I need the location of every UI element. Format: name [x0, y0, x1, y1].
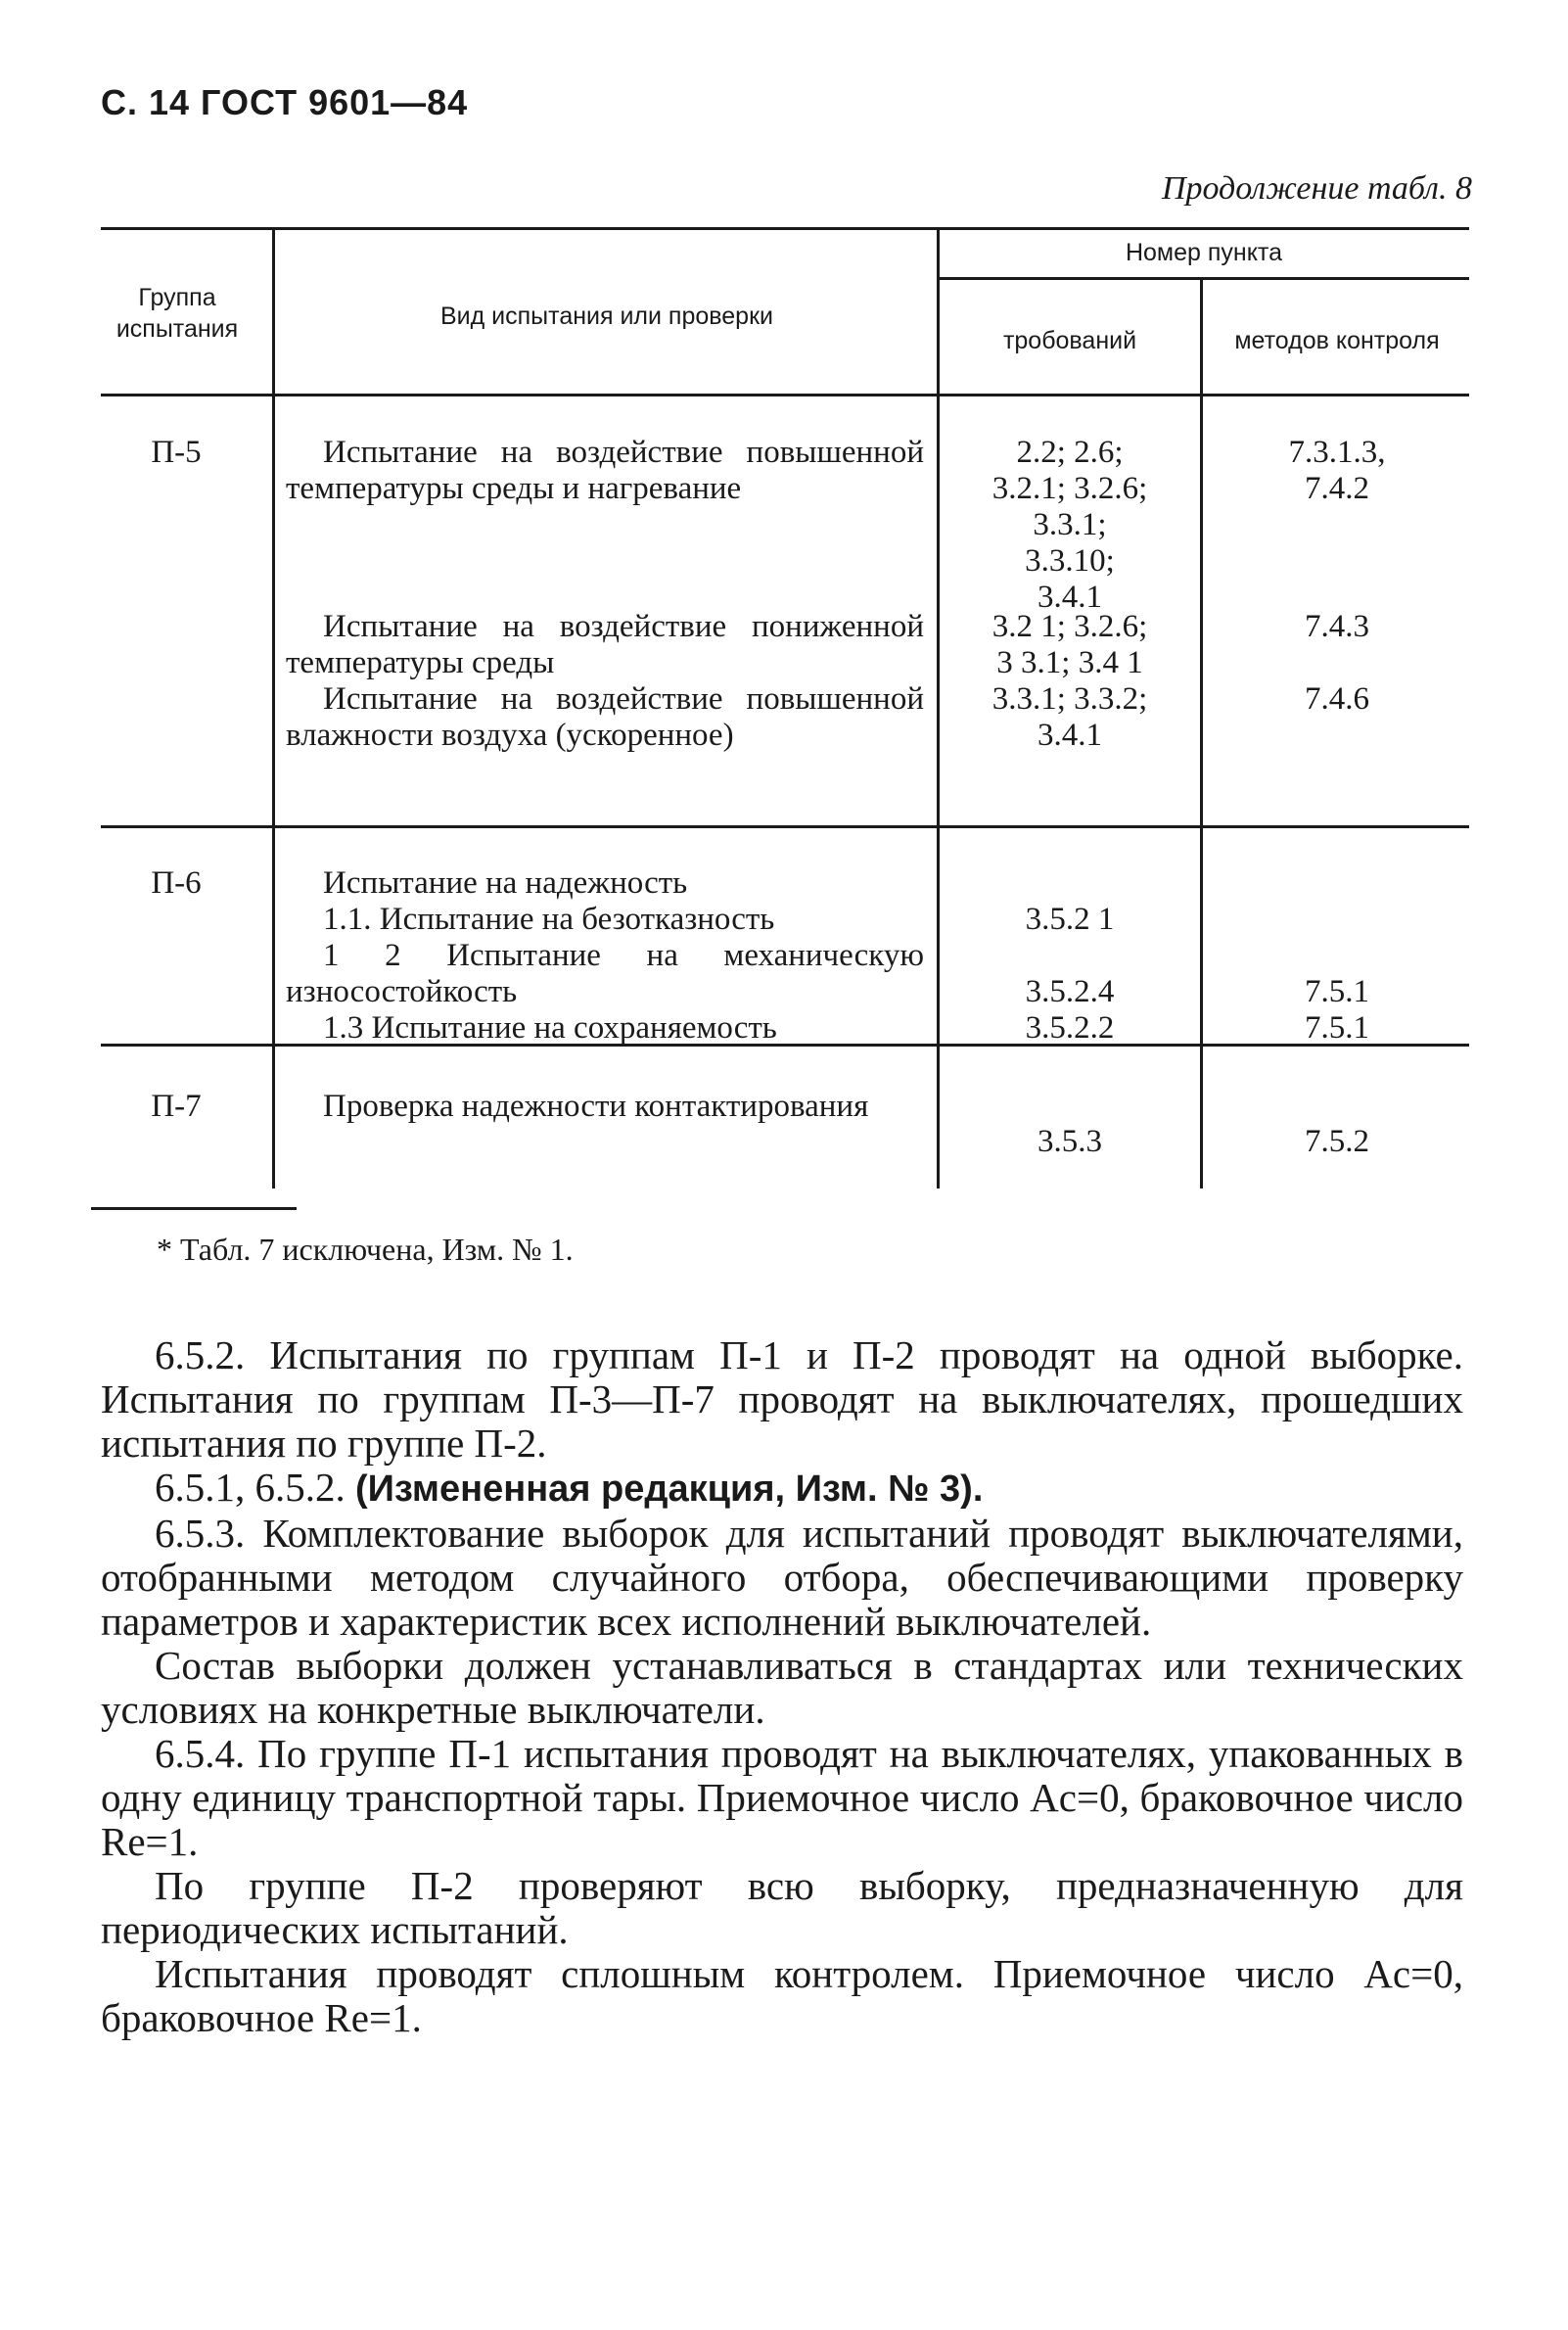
row-p6-item3-desc: 1.3 Испытание на сохраняемость [323, 1010, 777, 1046]
row-p7-item1-meth: 7.5.2 [1305, 1124, 1369, 1159]
desc-text: 1 2 Испытание на механическую износостойкость [286, 938, 924, 1009]
row-p6-item2-req: 3.5.2.4 [1025, 974, 1115, 1009]
row-p5-item2-desc [286, 609, 924, 681]
row-p6-item2-meth: 7.5.1 [1305, 974, 1369, 1009]
desc-text: Проверка надежности контактирования [323, 1089, 869, 1124]
group-p7: П-7 [151, 1089, 202, 1124]
row-p6-item3-meth: 7.5.1 [1305, 1010, 1369, 1046]
row-p5-item1-desc [286, 435, 924, 507]
row-p5-item2-meth: 7.4.3 [1305, 609, 1369, 644]
table-col-divider-1 [272, 227, 275, 1188]
table-top-rule [101, 227, 1469, 230]
row-p6-title: Испытание на надежность [323, 865, 688, 901]
row-p6-item3-req: 3.5.2.2 [1025, 1010, 1115, 1046]
table-col-divider-3 [1200, 277, 1203, 1188]
header-requirements: тробований [1002, 327, 1137, 354]
header-sub-rule [937, 277, 1469, 280]
amendment-prefix: 6.5.1, 6.5.2. [155, 1465, 346, 1510]
footnote: * Табл. 7 исключена, Изм. № 1. [157, 1232, 574, 1267]
row-p5-item3-desc [286, 681, 924, 754]
row-p6-item1-req: 3.5.2 1 [1025, 902, 1115, 937]
row-p5-item3-req: 3.3.1; 3.3.2; 3.4.1 [992, 681, 1148, 753]
desc-text: Испытание на воздействие повышенной влажности воздуха (ускоренное) [286, 681, 924, 753]
row-rule-p5 [101, 825, 1469, 828]
page-header: С. 14 ГОСТ 9601—84 [101, 82, 469, 122]
row-p6-item2-desc [286, 938, 924, 1010]
row-p7-item1-desc [286, 1089, 924, 1125]
paragraph-group-p2: По группе П-2 проверяют всю выборку, предназначенную для периодических испытаний. [101, 1863, 1463, 1952]
desc-text: Испытание на воздействие пониженной температуры среды [286, 609, 924, 680]
table-caption: Продолжение табл. 8 [1161, 170, 1472, 207]
paragraph-6-5-4: 6.5.4. По группе П-1 испытания проводят на выключателях, упакованных в одну единицу транспортной тары. Приемочное число Ac=0, браковочное число Re=1. [101, 1731, 1463, 1864]
row-p5-item2-req: 3.2 1; 3.2.6; 3 3.1; 3.4 1 [992, 609, 1148, 680]
row-p5-item1-req: 2.2; 2.6; 3.2.1; 3.2.6; 3.3.1; 3.3.10; 3.4.1 [992, 435, 1148, 615]
amendment-note: (Измененная редакция, Изм. № 3). [355, 1468, 984, 1510]
row-p7-item1-req: 3.5.3 [1038, 1124, 1102, 1159]
row-p5-item1-meth: 7.3.1.3, 7.4.2 [1288, 435, 1386, 506]
paragraph-continuous-control: Испытания проводят сплошным контролем. Приемочное число Ac=0, браковочное Re=1. [101, 1951, 1463, 2040]
footnote-rule [91, 1207, 297, 1210]
header-kind: Вид испытания или проверки [440, 303, 773, 330]
paragraph-6-5-3: 6.5.3. Комплектование выборок для испытаний проводят выключателями, отобранными методом случайного отбора, обеспечивающими проверку параметров и характеристик всех исполнений выключателей. [101, 1511, 1463, 1644]
row-p6-item1-desc: 1.1. Испытание на безотказность [323, 902, 775, 937]
group-p5: П-5 [151, 435, 202, 470]
paragraph-6-5-2: 6.5.2. Испытания по группам П-1 и П-2 проводят на одной выборке. Испытания по группам П-3—П-7 проводят на выключателях, прошедших испытания по группе П-2. [101, 1332, 1463, 1466]
header-methods: методов контроля [1234, 327, 1440, 354]
header-number: Номер пункта [1125, 239, 1283, 266]
paragraph-amendment [101, 1466, 1463, 1512]
body-text [101, 1333, 1463, 2040]
paragraph-sample-composition: Состав выборки должен устанавливаться в стандартах или технических условиях на конкретные выключатели. [101, 1643, 1463, 1732]
header-group: Группа испытания [115, 284, 239, 343]
row-p5-item3-meth: 7.4.6 [1305, 681, 1369, 717]
header-bottom-rule [101, 394, 1469, 396]
group-p6: П-6 [151, 865, 202, 901]
desc-text: Испытание на воздействие повышенной температуры среды и нагревание [286, 435, 924, 506]
